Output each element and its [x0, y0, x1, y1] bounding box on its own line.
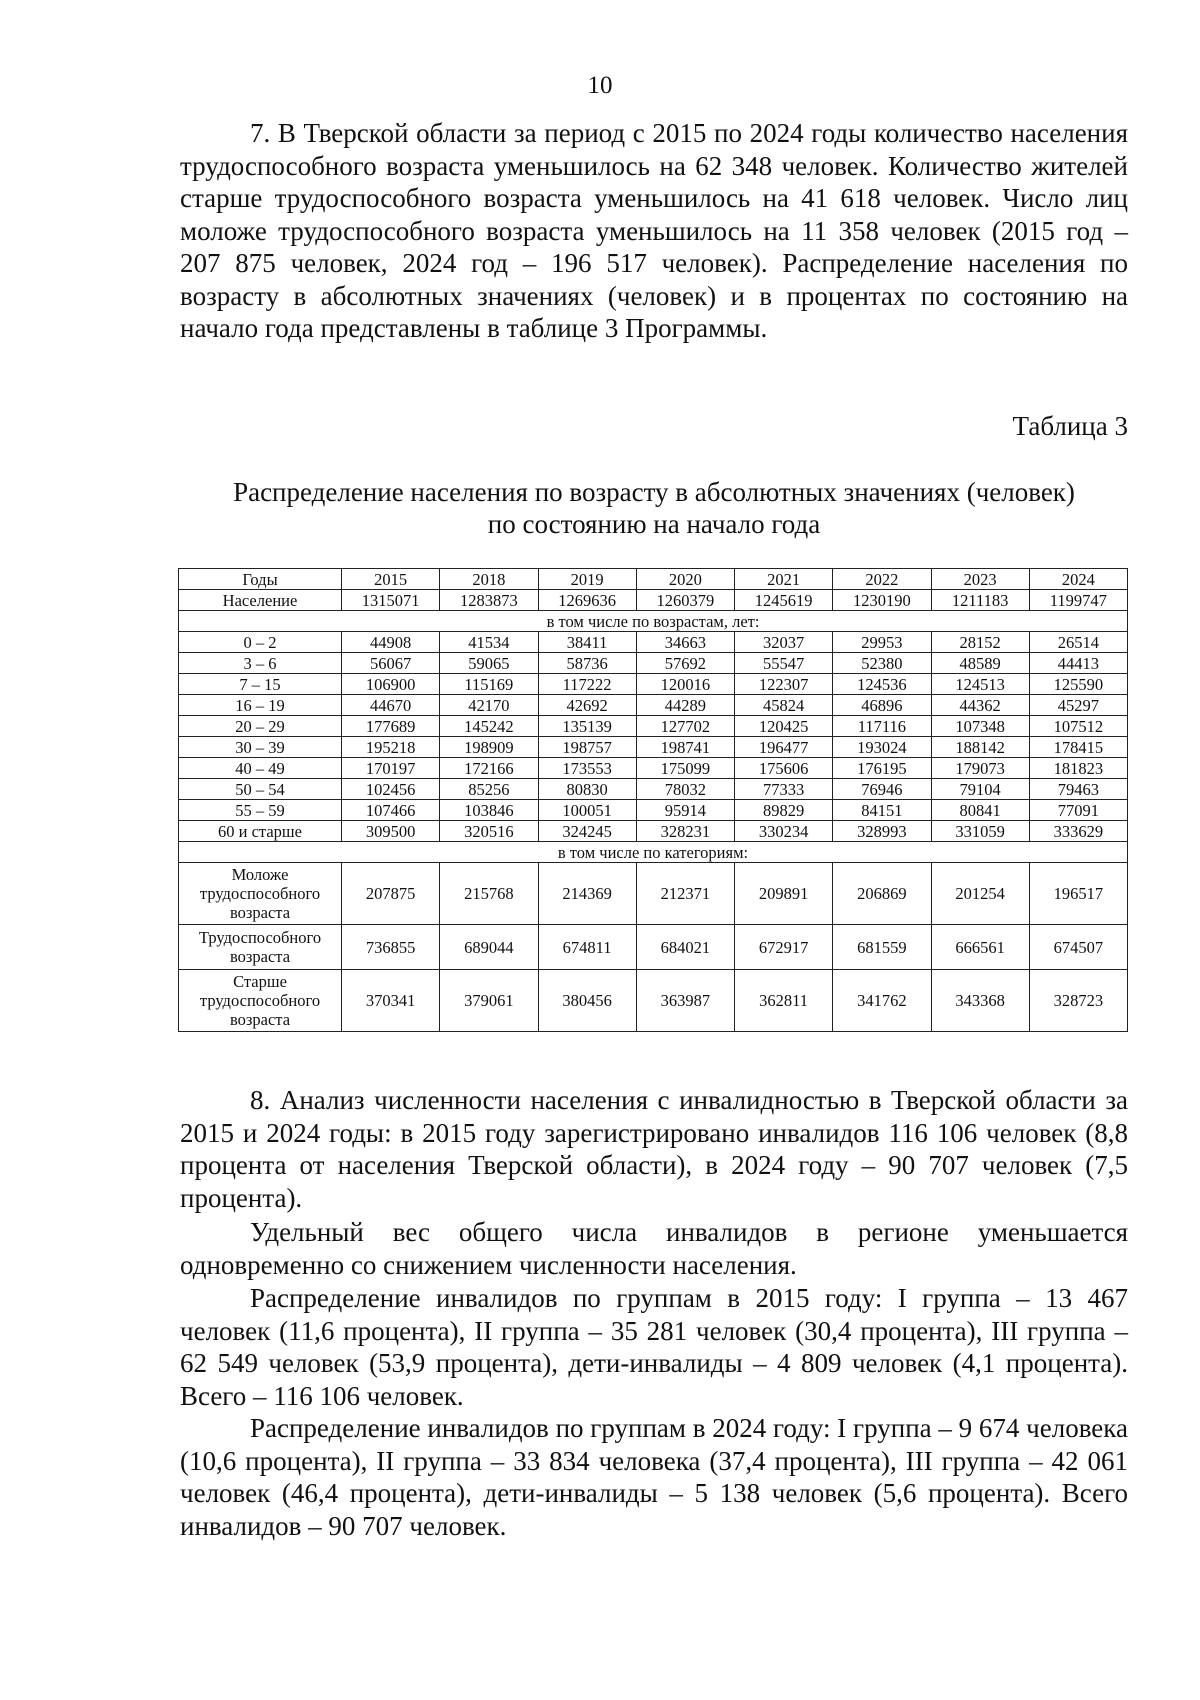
table-cell: 379061: [440, 970, 538, 1032]
page-number: 10: [587, 72, 613, 99]
table-cell: 2022: [833, 569, 931, 590]
table-title-line-1: Распределение населения по возрасту в абсолютных значениях (человек): [233, 477, 1075, 507]
table-cell: 77333: [735, 779, 833, 800]
table-cell: 206869: [833, 863, 931, 925]
table-cell: 32037: [735, 632, 833, 653]
paragraph-7: 7. В Тверской области за период с 2015 по 2024 годы количество населения трудоспособного возраста уменьшилось на 62 348 человек. Количество жителей старше трудоспособного возраста уменьшилось на 41 618 человек. Число лиц моложе трудоспособного возраста уменьшилось на 11 358 человек (2015 год – 207 875 человек, 2024 год – 196 517 человек). Распределение населения по возрасту в абсолютных значениях (человек) и в процентах по состоянию на начало года представлены в таблице 3 Программы.: [180, 118, 1128, 343]
row-label-cell: Население: [179, 590, 342, 611]
table-cell: 106900: [342, 674, 440, 695]
table-cell: 175099: [636, 758, 734, 779]
table-cell: 324245: [538, 821, 636, 842]
table-cell: 689044: [440, 925, 538, 970]
table-cell: 1269636: [538, 590, 636, 611]
row-label-cell: 60 и старше: [179, 821, 342, 842]
table-cell: 76946: [833, 779, 931, 800]
table-cell: 89829: [735, 800, 833, 821]
table-cell: 100051: [538, 800, 636, 821]
table-cell: 1245619: [735, 590, 833, 611]
table-cell: 370341: [342, 970, 440, 1032]
table-cell: 85256: [440, 779, 538, 800]
paragraph-11: Распределение инвалидов по группам в 2024 году: I группа – 9 674 человека (10,6 процента), II группа – 33 834 человека (37,4 процента), III группа – 42 061 человек (46,4 процента), дети-инвалиды – 5 138 человек (5,6 процента). Всего инвалидов – 90 707 человек.: [180, 1413, 1128, 1541]
table-cell: 103846: [440, 800, 538, 821]
table-cell: 209891: [735, 863, 833, 925]
table-cell: 127702: [636, 716, 734, 737]
table-cell: 196517: [1029, 863, 1127, 925]
table-cell: 120425: [735, 716, 833, 737]
table-cell: 135139: [538, 716, 636, 737]
row-label-cell: 55 – 59: [179, 800, 342, 821]
table-cell: 29953: [833, 632, 931, 653]
age-row: [179, 674, 1128, 695]
table-cell: 320516: [440, 821, 538, 842]
age-row: [179, 653, 1128, 674]
category-row: [179, 970, 1128, 1032]
age-row: [179, 632, 1128, 653]
table-cell: 328723: [1029, 970, 1127, 1032]
table-cell: 1283873: [440, 590, 538, 611]
table-label: Таблица 3: [1012, 411, 1128, 441]
table-cell: 41534: [440, 632, 538, 653]
table-cell: 107348: [931, 716, 1029, 737]
table-cell: 38411: [538, 632, 636, 653]
table-cell: 2021: [735, 569, 833, 590]
table-cell: 34663: [636, 632, 734, 653]
table-cell: 674507: [1029, 925, 1127, 970]
table-cell: 176195: [833, 758, 931, 779]
category-section-row: [179, 842, 1128, 863]
table-cell: 77091: [1029, 800, 1127, 821]
table-cell: 380456: [538, 970, 636, 1032]
table-cell: 207875: [342, 863, 440, 925]
table-cell: 57692: [636, 653, 734, 674]
row-label-cell: 20 – 29: [179, 716, 342, 737]
table-cell: 58736: [538, 653, 636, 674]
table-title: [0, 476, 1200, 540]
table-cell: 107466: [342, 800, 440, 821]
table-cell: 79104: [931, 779, 1029, 800]
table-cell: 45824: [735, 695, 833, 716]
table-cell: 124513: [931, 674, 1029, 695]
table-cell: 214369: [538, 863, 636, 925]
table-cell: 115169: [440, 674, 538, 695]
table-cell: 124536: [833, 674, 931, 695]
table-cell: 2024: [1029, 569, 1127, 590]
table-cell: 178415: [1029, 737, 1127, 758]
table-cell: 26514: [1029, 632, 1127, 653]
table-cell: 45297: [1029, 695, 1127, 716]
paragraph-8: 8. Анализ численности населения с инвалидностью в Тверской области за 2015 и 2024 годы: в 2015 году зарегистрировано инвалидов 116 106 человек (8,8 процента от населения Тверской области), в 2024 году – 90 707 человек (7,5 процента).: [180, 1085, 1128, 1213]
table-cell: 107512: [1029, 716, 1127, 737]
table-cell: 2020: [636, 569, 734, 590]
table-cell: 46896: [833, 695, 931, 716]
table-cell: 333629: [1029, 821, 1127, 842]
table-cell: 125590: [1029, 674, 1127, 695]
table-cell: 1260379: [636, 590, 734, 611]
table-cell: 362811: [735, 970, 833, 1032]
table-cell: 173553: [538, 758, 636, 779]
table-cell: 28152: [931, 632, 1029, 653]
table-cell: 1199747: [1029, 590, 1127, 611]
table-cell: 672917: [735, 925, 833, 970]
table-cell: 328993: [833, 821, 931, 842]
table-cell: 212371: [636, 863, 734, 925]
table-cell: 1230190: [833, 590, 931, 611]
table-cell: 80830: [538, 779, 636, 800]
table-cell: 736855: [342, 925, 440, 970]
row-label-cell: 40 – 49: [179, 758, 342, 779]
population-row: [179, 590, 1128, 611]
table-cell: 681559: [833, 925, 931, 970]
table-cell: 44670: [342, 695, 440, 716]
table-cell: 44362: [931, 695, 1029, 716]
table-cell: 145242: [440, 716, 538, 737]
table-cell: 309500: [342, 821, 440, 842]
table-cell: 2018: [440, 569, 538, 590]
table-cell: 179073: [931, 758, 1029, 779]
table-cell: 2019: [538, 569, 636, 590]
row-label-cell: Годы: [179, 569, 342, 590]
table-cell: 1315071: [342, 590, 440, 611]
table-cell: 201254: [931, 863, 1029, 925]
section-label-cell: в том числе по возрастам, лет:: [179, 611, 1128, 632]
table-cell: 198909: [440, 737, 538, 758]
table-cell: 44413: [1029, 653, 1127, 674]
table-cell: 59065: [440, 653, 538, 674]
table-cell: 52380: [833, 653, 931, 674]
population-table: [178, 568, 1128, 1032]
row-label-cell: Трудоспособного возраста: [179, 925, 342, 970]
age-row: [179, 779, 1128, 800]
age-row: [179, 716, 1128, 737]
table-cell: 56067: [342, 653, 440, 674]
table-cell: 78032: [636, 779, 734, 800]
row-label-cell: 0 – 2: [179, 632, 342, 653]
paragraph-10: Распределение инвалидов по группам в 2015 году: I группа – 13 467 человек (11,6 процента), II группа – 35 281 человек (30,4 процента), III группа – 62 549 человек (53,9 процента), дети-инвалиды – 4 809 человек (4,1 процента). Всего – 116 106 человек.: [180, 1283, 1128, 1411]
table-cell: 117222: [538, 674, 636, 695]
table-cell: 84151: [833, 800, 931, 821]
age-row: [179, 800, 1128, 821]
table-cell: 120016: [636, 674, 734, 695]
table-cell: 44289: [636, 695, 734, 716]
header-row: [179, 569, 1128, 590]
table-cell: 341762: [833, 970, 931, 1032]
table-cell: 331059: [931, 821, 1029, 842]
table-cell: 330234: [735, 821, 833, 842]
row-label-cell: Моложе трудоспособного возраста: [179, 863, 342, 925]
table-cell: 684021: [636, 925, 734, 970]
table-cell: 177689: [342, 716, 440, 737]
table-cell: 193024: [833, 737, 931, 758]
table-cell: 102456: [342, 779, 440, 800]
row-label-cell: 50 – 54: [179, 779, 342, 800]
age-section-row: [179, 611, 1128, 632]
row-label-cell: 3 – 6: [179, 653, 342, 674]
table-cell: 175606: [735, 758, 833, 779]
table-cell: 195218: [342, 737, 440, 758]
table-cell: 42170: [440, 695, 538, 716]
table-cell: 55547: [735, 653, 833, 674]
row-label-cell: 30 – 39: [179, 737, 342, 758]
table-cell: 2023: [931, 569, 1029, 590]
row-label-cell: Старше трудоспособного возраста: [179, 970, 342, 1032]
row-label-cell: 7 – 15: [179, 674, 342, 695]
table-cell: 122307: [735, 674, 833, 695]
paragraph-9: Удельный вес общего числа инвалидов в регионе уменьшается одновременно со снижением численности населения.: [180, 1217, 1128, 1280]
age-row: [179, 695, 1128, 716]
table-cell: 363987: [636, 970, 734, 1032]
table-title-line-2: по состоянию на начало года: [487, 509, 821, 539]
table-cell: 170197: [342, 758, 440, 779]
table-cell: 1211183: [931, 590, 1029, 611]
table-cell: 343368: [931, 970, 1029, 1032]
table-cell: 674811: [538, 925, 636, 970]
table-cell: 215768: [440, 863, 538, 925]
table-cell: 181823: [1029, 758, 1127, 779]
table-cell: 666561: [931, 925, 1029, 970]
age-row: [179, 737, 1128, 758]
table-cell: 196477: [735, 737, 833, 758]
table-cell: 198741: [636, 737, 734, 758]
row-label-cell: 16 – 19: [179, 695, 342, 716]
table-cell: 117116: [833, 716, 931, 737]
table-cell: 44908: [342, 632, 440, 653]
category-row: [179, 925, 1128, 970]
table-cell: 172166: [440, 758, 538, 779]
table-cell: 48589: [931, 653, 1029, 674]
age-row: [179, 821, 1128, 842]
table-cell: 198757: [538, 737, 636, 758]
table-cell: 188142: [931, 737, 1029, 758]
age-row: [179, 758, 1128, 779]
table-cell: 42692: [538, 695, 636, 716]
table-cell: 95914: [636, 800, 734, 821]
table-cell: 79463: [1029, 779, 1127, 800]
category-row: [179, 863, 1128, 925]
table-cell: 2015: [342, 569, 440, 590]
table-cell: 328231: [636, 821, 734, 842]
section-label-cell: в том числе по категориям:: [179, 842, 1128, 863]
table-cell: 80841: [931, 800, 1029, 821]
